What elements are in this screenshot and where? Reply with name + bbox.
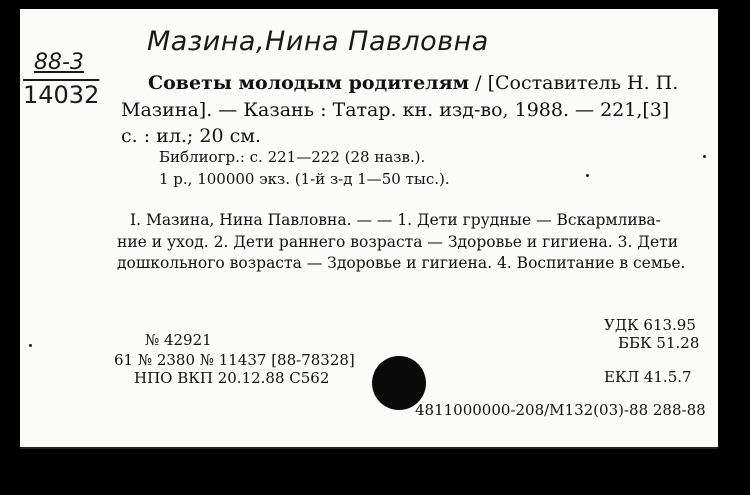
shelf-mark-bottom: 14032 [23, 81, 100, 109]
ekl-code: ЕКЛ 41.5.7 [604, 368, 692, 386]
book-title: Советы молодым родителям [148, 72, 470, 94]
udk-code: УДК 613.95 [604, 316, 696, 334]
bibliography-note: Библиогр.: с. 221—222 (28 назв.). [159, 148, 426, 166]
subject-line-1: I. Мазина, Нина Павловна. — — 1. Дети грудные — Вскармлива- [130, 211, 661, 229]
handwritten-author: Мазина,Нина Павловна [147, 26, 489, 57]
entry-line-1 [148, 72, 678, 94]
printer-line: НПО ВКП 20.12.88 С562 [134, 369, 330, 387]
publication-code: 4811000000-208/М132(03)-88 288-88 [415, 401, 706, 419]
subject-line-3: дошкольного возраста — Здоровье и гигиена. 4. Воспитание в семье. [117, 254, 686, 272]
ink-blot [372, 356, 426, 410]
entry-line-3: с. : ил.; 20 см. [121, 125, 262, 147]
bbk-code: ББК 51.28 [618, 334, 700, 352]
compiler: / [Составитель Н. П. [469, 72, 679, 94]
shelf-mark-top: 88-3 [34, 50, 84, 75]
speck [29, 344, 32, 347]
card-number: № 42921 [145, 331, 212, 349]
entry-line-2: Мазина]. — Казань : Татар. кн. изд-во, 1988. — 221,[3] [121, 99, 670, 121]
speck [703, 155, 706, 158]
catalog-card [20, 9, 718, 449]
speck [586, 174, 589, 177]
registration-line: 61 № 2380 № 11437 [88-78328] [114, 351, 355, 369]
edition-note: 1 р., 100000 экз. (1-й з-д 1—50 тыс.). [159, 170, 450, 188]
subject-line-2: ние и уход. 2. Дети раннего возраста — Здоровье и гигиена. 3. Дети [117, 233, 679, 251]
